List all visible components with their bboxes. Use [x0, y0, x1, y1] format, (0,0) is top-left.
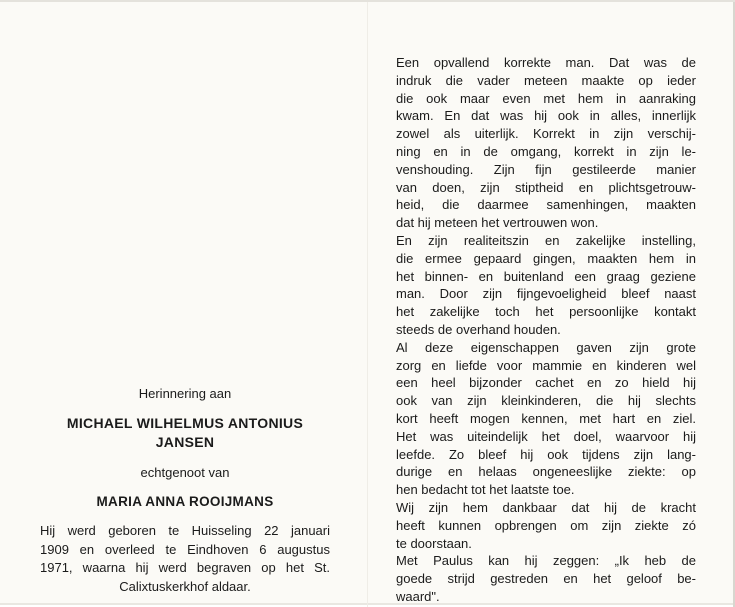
- bio-paragraph: [40, 522, 330, 596]
- eulogy-line: durige en helaas ongeneeslijke ziekte: op: [396, 464, 696, 480]
- deceased-name-line-1: MICHAEL WILHELMUS ANTONIUS: [66, 415, 304, 431]
- bio-line: 1909 en overleed te Eindhoven 6 augustus: [40, 541, 330, 557]
- relation-text: echtgenoot van: [140, 465, 230, 480]
- bio-line: 1971, waarna hij werd begraven op het St.: [40, 560, 330, 575]
- eulogy-line: te doorstaan.: [396, 535, 472, 551]
- bio-line: Calixtuskerkhof aldaar.: [119, 578, 251, 594]
- eulogy-line: Het was uiteindelijk het doel, waarvoor hij: [396, 428, 696, 444]
- eulogy-line: ning en in de omgang, korrekt in zijn le-: [396, 143, 696, 159]
- eulogy-line: Met Paulus kan hij zeggen: „Ik heb de: [396, 553, 696, 569]
- card-fold-line: [367, 2, 368, 607]
- eulogy-line: het zakelijke toch het persoonlijke kontakt: [396, 304, 696, 320]
- eulogy-line: kort heeft mogen kennen, met hart en ziel.: [396, 410, 696, 426]
- spouse-name: MARIA ANNA ROOIJMANS: [96, 494, 274, 509]
- eulogy-line: heeft kunnen opbrengen om zijn ziekte zó: [396, 517, 696, 533]
- bio-line: Hij werd geboren te Huisseling 22 januari: [40, 523, 330, 538]
- eulogy-line: zowel als uiterlijk. Korrekt in zijn verschij-: [396, 126, 696, 142]
- eulogy-line: kwam. En dat was hij ook in alles, innerlijk: [396, 108, 696, 124]
- eulogy-line: hen bedacht tot het laatste toe.: [396, 482, 575, 498]
- eulogy-line: van doen, zijn stiptheid en plichtsgetrouw-: [396, 179, 696, 195]
- eulogy-line: dat hij meteen het vertrouwen won.: [396, 215, 599, 231]
- eulogy-line: leefde. Zo bleef hij ook tijdens zijn lang-: [396, 446, 696, 462]
- eulogy-line: een heel bijzonder cachet en zo hield hij: [396, 375, 696, 391]
- eulogy-line: waard".: [396, 588, 440, 604]
- eulogy-text: [396, 54, 696, 606]
- eulogy-line: steeds de overhand houden.: [396, 321, 561, 337]
- eulogy-line: man. Door zijn fijngevoeligheid bleef naast: [396, 286, 696, 302]
- eulogy-line: venshouding. Zijn fijn gestileerde manier: [396, 161, 696, 177]
- eulogy-line: Wij zijn hem dankbaar dat hij de kracht: [396, 499, 696, 515]
- eulogy-line: indruk die vader meteen maakte op ieder: [396, 72, 696, 88]
- intro-text: Herinnering aan: [138, 386, 232, 401]
- eulogy-line: heid, die daarmee samenhingen, maakten: [396, 197, 696, 213]
- eulogy-line: goede strijd gestreden en het geloof be-: [396, 571, 696, 587]
- eulogy-line: het binnen- en buitenland een graag geziene: [396, 268, 696, 284]
- eulogy-line: zorg en liefde voor mammie en kinderen wel: [396, 357, 696, 373]
- eulogy-line: Al deze eigenschappen gaven zijn grote: [396, 339, 696, 355]
- eulogy-line: die ook maar even met hem in aanraking: [396, 90, 696, 106]
- eulogy-line: die ermee gepaard gingen, maakten hem in: [396, 250, 696, 266]
- eulogy-line: ook van zijn kleinkinderen, die hij slechts: [396, 393, 696, 409]
- eulogy-line: Een opvallend korrekte man. Dat was de: [396, 55, 696, 70]
- left-panel: [20, 385, 350, 596]
- deceased-name-line-2: JANSEN: [155, 434, 215, 450]
- eulogy-line: En zijn realiteitszin en zakelijke instelling,: [396, 232, 696, 248]
